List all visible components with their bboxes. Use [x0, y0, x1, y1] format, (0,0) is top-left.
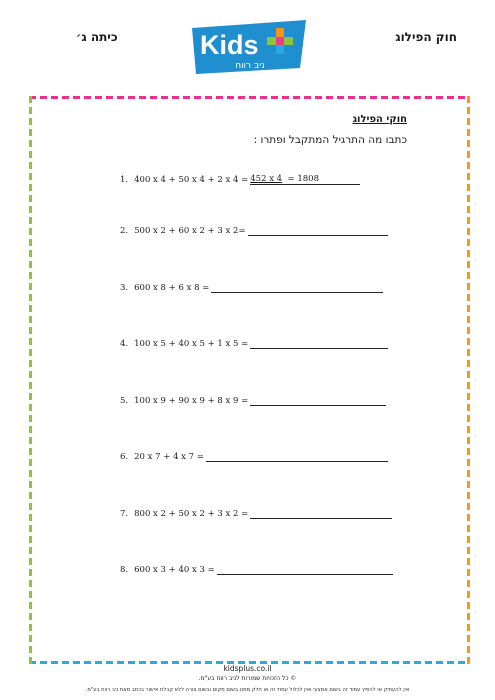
- exercise-number: 4.: [120, 339, 129, 349]
- exercise-5: [120, 395, 386, 406]
- exercise-1: [120, 174, 360, 185]
- answer-field[interactable]: [217, 564, 393, 575]
- answer-field[interactable]: [250, 395, 386, 406]
- answer-field[interactable]: [248, 225, 388, 236]
- exercise-expression: 600 x 8 + 6 x 8 =: [134, 283, 210, 293]
- worksheet-subject: חוק הפילוג: [395, 30, 457, 44]
- exercise-expression: 100 x 9 + 90 x 9 + 8 x 9 =: [134, 396, 249, 406]
- exercise-number: 1.: [120, 175, 129, 185]
- answer-field[interactable]: [250, 338, 388, 349]
- exercise-expression: 800 x 2 + 50 x 2 + 3 x 2 =: [134, 509, 249, 519]
- answer-field[interactable]: [206, 451, 388, 462]
- exercise-number: 3.: [120, 283, 129, 293]
- exercise-number: 8.: [120, 565, 129, 575]
- exercise-number: 2.: [120, 226, 129, 236]
- answer-part-b: = 1808: [287, 174, 319, 184]
- exercise-number: 6.: [120, 452, 129, 462]
- grade-label: כיתה ג׳: [76, 30, 118, 44]
- exercise-7: [120, 508, 392, 519]
- exercise-2: [120, 225, 388, 236]
- exercise-number: 5.: [120, 396, 129, 406]
- footer-legal-notice: אין להעתיק או להפיץ עמוד זה בשום אמצעי ואין לכלול עמוד זה או חלק ממנו בשום מקום ובשום צורה ללא קבלת אישור בכתב מאת ניב רווח בע"מ.: [85, 687, 410, 693]
- logo-text: Kids: [200, 30, 259, 60]
- exercise-expression: 20 x 7 + 4 x 7 =: [134, 452, 204, 462]
- exercise-4: [120, 338, 388, 349]
- answer-field[interactable]: [250, 508, 392, 519]
- exercise-expression: 400 x 4 + 50 x 4 + 2 x 4 =: [134, 175, 249, 185]
- answer-field[interactable]: [250, 174, 360, 185]
- logo-subtitle: ניב רווח: [235, 61, 265, 71]
- footer-site-link[interactable]: kidsplus.co.il: [223, 664, 272, 673]
- exercise-6: [120, 451, 388, 462]
- answer-part-a: 452 x 4: [250, 174, 283, 184]
- footer-copyright: © כל הזכויות שמורות לניב רווח בע"מ.: [198, 675, 297, 682]
- worksheet-title: חוקי הפילוג: [352, 114, 407, 125]
- exercise-number: 7.: [120, 509, 129, 519]
- exercise-3: [120, 282, 383, 293]
- worksheet-instruction: כתבו מה התרגיל המתקבל ופתרו :: [253, 134, 407, 146]
- exercise-expression: 100 x 5 + 40 x 5 + 1 x 5 =: [134, 339, 249, 349]
- exercise-expression: 500 x 2 + 60 x 2 + 3 x 2=: [134, 226, 246, 236]
- answer-text: [250, 174, 319, 184]
- answer-field[interactable]: [211, 282, 383, 293]
- exercise-expression: 600 x 3 + 40 x 3 =: [134, 565, 215, 575]
- kids-plus-logo: [186, 18, 314, 80]
- exercise-8: [120, 564, 393, 575]
